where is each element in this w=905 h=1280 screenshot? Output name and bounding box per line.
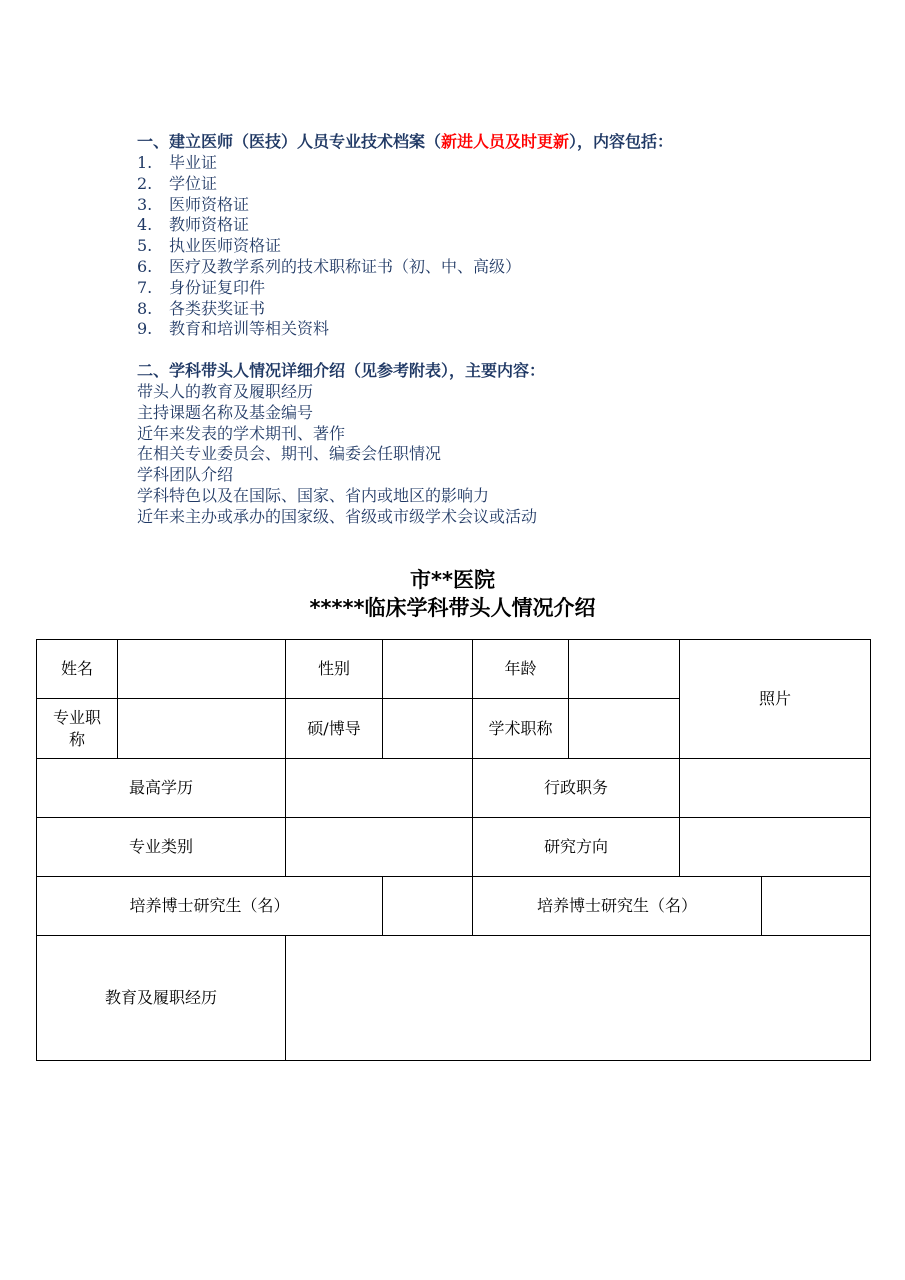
- phd-trained-label-1: 培养博士研究生（名）: [37, 877, 383, 936]
- admin-post-label: 行政职务: [473, 759, 680, 818]
- gender-label: 性别: [286, 640, 383, 699]
- list-item: 4. 教师资格证: [137, 215, 250, 235]
- list-item: 1. 毕业证: [137, 153, 218, 172]
- list-item: 2. 学位证: [137, 173, 218, 193]
- document-title: 市**医院: [410, 568, 495, 592]
- specialty-field[interactable]: [286, 818, 473, 877]
- section-1-title-highlight: 新进人员及时更新: [441, 132, 570, 151]
- list-item: 主持课题名称及基金编号: [137, 402, 314, 422]
- phd-trained-field-2[interactable]: [762, 877, 871, 936]
- section-2: [137, 360, 545, 528]
- professional-title-field[interactable]: [118, 699, 286, 759]
- research-field[interactable]: [680, 818, 871, 877]
- table-row: [37, 640, 871, 699]
- table-row: [37, 818, 871, 877]
- admin-post-field[interactable]: [680, 759, 871, 818]
- career-label: 教育及履职经历: [37, 936, 286, 1061]
- info-table: [36, 639, 871, 1061]
- research-label: 研究方向: [473, 818, 680, 877]
- section-1-list: [137, 153, 673, 340]
- list-item: 在相关专业委员会、期刊、编委会任职情况: [137, 444, 442, 464]
- name-field[interactable]: [118, 640, 286, 699]
- section-1: [137, 131, 673, 340]
- document-subtitle: *****临床学科带头人情况介绍: [309, 596, 596, 620]
- section-2-title: 二、学科带头人情况详细介绍（见参考附表），主要内容：: [137, 361, 546, 380]
- career-field[interactable]: [286, 936, 871, 1061]
- list-item: 3. 医师资格证: [137, 194, 250, 214]
- academic-title-label: 学术职称: [473, 699, 569, 759]
- photo-cell[interactable]: 照片: [680, 640, 871, 759]
- name-label: 姓名: [37, 640, 118, 699]
- education-field[interactable]: [286, 759, 473, 818]
- list-item: 学科团队介绍: [137, 465, 234, 485]
- list-item: 近年来主办或承办的国家级、省级或市级学术会议或活动: [137, 506, 538, 526]
- phd-trained-label-2: 培养博士研究生（名）: [473, 877, 762, 936]
- list-item: 近年来发表的学术期刊、著作: [137, 423, 346, 443]
- supervisor-field[interactable]: [383, 699, 473, 759]
- list-item: 6. 医疗及教学系列的技术职称证书（初、中、高级）: [137, 256, 522, 276]
- phd-trained-field-1[interactable]: [383, 877, 473, 936]
- table-row: [37, 877, 871, 936]
- gender-field[interactable]: [383, 640, 473, 699]
- specialty-label: 专业类别: [37, 818, 286, 877]
- list-item: 学科特色以及在国际、国家、省内或地区的影响力: [137, 485, 490, 505]
- list-item: 7. 身份证复印件: [137, 277, 266, 297]
- section-2-list: [137, 382, 545, 528]
- list-item: 8. 各类获奖证书: [137, 298, 266, 318]
- education-label: 最高学历: [37, 759, 286, 818]
- section-1-title: 一、建立医师（医技）人员专业技术档案（新进人员及时更新），内容包括：: [137, 132, 674, 151]
- professional-title-label: 专业职 称: [37, 699, 118, 759]
- list-item: 9. 教育和培训等相关资料: [137, 319, 330, 339]
- list-item: 带头人的教育及履职经历: [137, 382, 314, 401]
- list-item: 5. 执业医师资格证: [137, 236, 282, 256]
- academic-title-field[interactable]: [569, 699, 680, 759]
- supervisor-label: 硕/博导: [286, 699, 383, 759]
- table-row: [37, 759, 871, 818]
- age-field[interactable]: [569, 640, 680, 699]
- table-row: [37, 936, 871, 1061]
- age-label: 年龄: [473, 640, 569, 699]
